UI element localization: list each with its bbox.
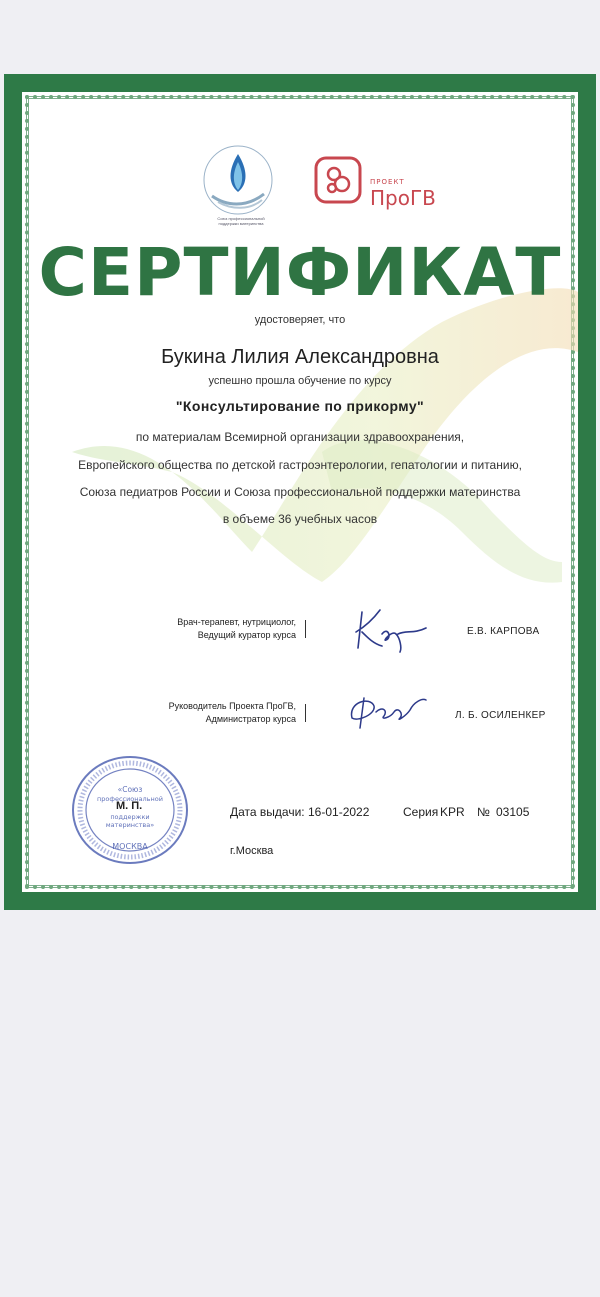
series-value: KPR	[440, 805, 465, 819]
signature-1-role-line1: Врач-терапевт, нутрициолог,	[177, 617, 296, 627]
union-logo-text: Союз профессиональной поддержки материнства	[217, 216, 265, 226]
stamp-text-4: материнства»	[105, 821, 155, 829]
issue-date-label: Дата выдачи:	[230, 805, 305, 819]
signature-2-name: Л. Б. ОСИЛЕНКЕР	[455, 710, 546, 721]
progv-name: ПроГВ	[370, 186, 436, 210]
basis-line-2: Европейского общества по детской гастроэнтерологии, гепатологии и питанию,	[78, 458, 522, 472]
certificate-frame	[4, 74, 596, 910]
number-label: №	[477, 805, 490, 819]
signature-1-role	[177, 616, 296, 642]
signature-1-divider	[305, 620, 306, 638]
signature-2-role-line1: Руководитель Проекта ПроГВ,	[168, 701, 296, 711]
stamp-text-1: «Союз	[117, 785, 143, 794]
number-value: 03105	[496, 805, 530, 819]
signature-2-divider	[305, 704, 306, 722]
issue-date-value: 16-01-2022	[308, 805, 370, 819]
issue-city: г.Москва	[230, 845, 274, 857]
recipient-name: Букина Лилия Александровна	[161, 346, 439, 368]
hours-line: в объеме 36 учебных часов	[222, 512, 378, 526]
signature-2-role-line2: Администратор курса	[205, 714, 296, 724]
signature-2-role	[169, 700, 296, 726]
signature-1-handwriting	[352, 604, 432, 654]
signature-1-role-line2: Ведущий куратор курса	[197, 630, 296, 640]
basis-line-1: по материалам Всемирной организации здравоохранения,	[135, 430, 465, 444]
basis-line-3: Союза педиатров России и Союза профессиональной поддержки материнства	[79, 485, 521, 499]
signature-2-handwriting	[344, 688, 430, 732]
series-label: Серия	[403, 805, 439, 819]
certifies-text: удостоверяет, что	[254, 314, 346, 326]
progv-logo-icon	[314, 156, 362, 204]
progv-logo	[314, 156, 362, 209]
union-logo-icon	[198, 140, 278, 220]
stamp-text-bottom: МОСКВА	[112, 842, 148, 851]
course-name: "Консультирование по прикорму"	[175, 398, 425, 414]
certificate-title: СЕРТИФИКАТ	[38, 234, 562, 311]
stamp-mp-label: М. П.	[116, 800, 143, 812]
completed-text: успешно прошла обучение по курсу	[208, 375, 392, 387]
stamp-text-2: профессиональной	[97, 795, 163, 803]
stamp-text-3: поддержки	[110, 813, 150, 821]
signature-1-name: Е.В. КАРПОВА	[467, 626, 540, 637]
certificate-body	[22, 92, 578, 892]
progv-project-label: ПРОЕКТ	[370, 178, 405, 186]
